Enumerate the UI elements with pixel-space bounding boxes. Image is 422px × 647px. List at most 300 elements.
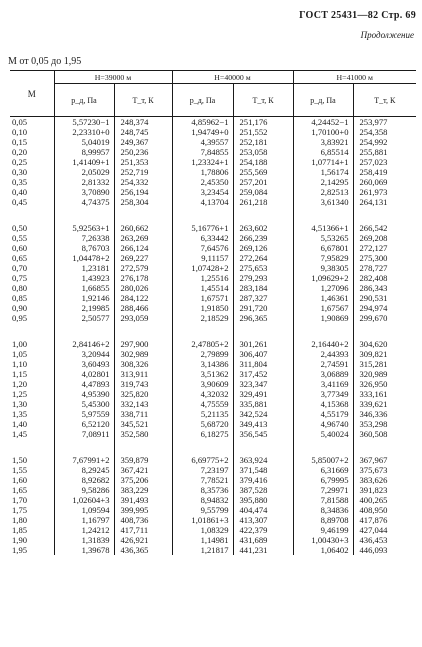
pressure-cell: 8,99957 [54, 147, 114, 157]
temperature-cell: 266,124 [114, 243, 172, 253]
temperature-cell: 272,264 [233, 253, 293, 263]
pressure-cell: 7,67991+2 [54, 449, 114, 465]
pressure-cell: 1,14981 [172, 535, 233, 545]
temperature-cell: 441,231 [233, 545, 293, 555]
mach-cell: 1,95 [12, 545, 28, 555]
pressure-cell: 8,89708 [293, 515, 353, 525]
pressure-cell: 1,46361 [293, 293, 353, 303]
pressure-cell: 3,51362 [172, 369, 233, 379]
temperature-cell: 325,820 [114, 389, 172, 399]
temperature-cell: 249,367 [114, 137, 172, 147]
pressure-cell: 4,13704 [172, 197, 233, 217]
table-row [10, 137, 416, 147]
table-row [10, 369, 416, 379]
pressure-cell: 6,33442 [172, 233, 233, 243]
pressure-cell: 2,81332 [54, 177, 114, 187]
pressure-cell: 9,38305 [293, 263, 353, 273]
temperature-cell: 306,407 [233, 349, 293, 359]
pressure-cell: 1,45514 [172, 283, 233, 293]
temperature-cell: 256,194 [114, 187, 172, 197]
temperature-cell: 335,881 [233, 399, 293, 409]
pressure-cell: 2,84146+2 [54, 333, 114, 349]
pressure-cell: 2,19985 [54, 303, 114, 313]
mach-cell: 0,25 [12, 157, 28, 167]
pressure-cell: 5,57230−1 [54, 117, 114, 128]
pressure-cell: 2,79899 [172, 349, 233, 359]
temperature-cell: 280,026 [114, 283, 172, 293]
temperature-cell: 283,184 [233, 283, 293, 293]
pressure-cell: 4,96740 [293, 419, 353, 429]
mach-cell: 0,50 [12, 223, 28, 233]
pressure-cell: 1,39678 [54, 545, 114, 555]
temperature-cell: 353,298 [353, 419, 416, 429]
pressure-cell: 1,16797 [54, 515, 114, 525]
table-row [10, 359, 416, 369]
temperature-cell: 254,188 [233, 157, 293, 167]
pressure-cell: 1,07714+1 [293, 157, 353, 167]
temperature-cell: 296,365 [233, 313, 293, 333]
temperature-cell: 436,453 [353, 535, 416, 545]
pressure-cell: 2,50577 [54, 313, 114, 333]
temperature-cell: 311,804 [233, 359, 293, 369]
pressure-cell: 1,04478+2 [54, 253, 114, 263]
mach-cell: 1,10 [12, 359, 28, 369]
pressure-cell: 4,47893 [54, 379, 114, 389]
temperature-cell: 399,995 [114, 505, 172, 515]
mach-cell: 1,85 [12, 525, 28, 535]
pressure-cell: 8,29245 [54, 465, 114, 475]
temperature-cell: 291,720 [233, 303, 293, 313]
mach-cell: 1,35 [12, 409, 28, 419]
pressure-cell: 4,75559 [172, 399, 233, 409]
table-row [10, 303, 416, 313]
pressure-cell: 1,09629+2 [293, 273, 353, 283]
temperature-cell: 413,307 [233, 515, 293, 525]
temperature-cell: 263,602 [233, 217, 293, 233]
table-row [10, 349, 416, 359]
temperature-cell: 261,973 [353, 187, 416, 197]
pressure-cell: 6,69775+2 [172, 449, 233, 465]
temperature-cell: 395,880 [233, 495, 293, 505]
pressure-cell: 1,67567 [293, 303, 353, 313]
temperature-cell: 317,452 [233, 369, 293, 379]
pressure-cell: 7,08911 [54, 429, 114, 449]
table-row [10, 515, 416, 525]
pressure-cell: 2,18529 [172, 313, 233, 333]
temperature-cell: 248,745 [114, 127, 172, 137]
table-row [10, 449, 416, 465]
pressure-cell: 2,82513 [293, 187, 353, 197]
mach-cell: 0,95 [12, 313, 28, 323]
mach-cell: 0,15 [12, 137, 28, 147]
pressure-cell: 5,97559 [54, 409, 114, 419]
table-row [10, 167, 416, 177]
table-row [10, 243, 416, 253]
pressure-cell: 1,78806 [172, 167, 233, 177]
temperature-cell: 326,950 [353, 379, 416, 389]
pressure-cell: 7,95829 [293, 253, 353, 263]
pressure-cell: 4,95390 [54, 389, 114, 399]
temperature-cell: 371,548 [233, 465, 293, 475]
pressure-cell: 1,06402 [293, 545, 353, 555]
temperature-cell: 286,343 [353, 283, 416, 293]
pressure-cell: 3,41169 [293, 379, 353, 389]
pressure-cell: 1,27096 [293, 283, 353, 293]
temperature-cell: 352,580 [114, 429, 172, 449]
pressure-cell: 1,02604+3 [54, 495, 114, 505]
mach-cell: 1,45 [12, 429, 28, 439]
pressure-cell: 3,83921 [293, 137, 353, 147]
pressure-cell: 9,11157 [172, 253, 233, 263]
pressure-cell: 6,79995 [293, 475, 353, 485]
temperature-cell: 255,569 [233, 167, 293, 177]
pressure-cell: 2,14295 [293, 177, 353, 187]
temperature-cell: 379,416 [233, 475, 293, 485]
pressure-cell: 3,20944 [54, 349, 114, 359]
temperature-cell: 248,374 [114, 117, 172, 128]
pressure-column-header: p_д, Па [172, 84, 233, 117]
mach-cell: 0,55 [12, 233, 28, 243]
mach-cell: 1,50 [12, 455, 28, 465]
mach-cell: 1,75 [12, 505, 28, 515]
pressure-cell: 6,67801 [293, 243, 353, 253]
pressure-cell: 1,66855 [54, 283, 114, 293]
table-row [10, 389, 416, 399]
pressure-cell: 4,24452−1 [293, 117, 353, 128]
temperature-cell: 346,336 [353, 409, 416, 419]
pressure-cell: 2,47805+2 [172, 333, 233, 349]
table-row [10, 217, 416, 233]
mach-cell: 1,40 [12, 419, 28, 429]
temperature-cell: 301,261 [233, 333, 293, 349]
pressure-cell: 3,14386 [172, 359, 233, 369]
temperature-cell: 255,881 [353, 147, 416, 157]
pressure-cell: 1,08329 [172, 525, 233, 535]
temperature-cell: 304,620 [353, 333, 416, 349]
mach-cell: 0,10 [12, 127, 28, 137]
temperature-cell: 408,736 [114, 515, 172, 525]
pressure-cell: 1,31839 [54, 535, 114, 545]
temperature-cell: 383,626 [353, 475, 416, 485]
temperature-cell: 252,181 [233, 137, 293, 147]
temperature-cell: 293,059 [114, 313, 172, 333]
table-row [10, 495, 416, 505]
pressure-cell: 5,21135 [172, 409, 233, 419]
temperature-cell: 363,924 [233, 449, 293, 465]
temperature-column-header: T_т, К [233, 84, 293, 117]
temperature-cell: 282,408 [353, 273, 416, 283]
temperature-cell: 375,206 [114, 475, 172, 485]
temperature-cell: 391,823 [353, 485, 416, 495]
pressure-cell: 1,43923 [54, 273, 114, 283]
pressure-cell: 7,64576 [172, 243, 233, 253]
temperature-cell: 315,281 [353, 359, 416, 369]
pressure-cell: 1,70100+0 [293, 127, 353, 137]
temperature-cell: 251,552 [233, 127, 293, 137]
pressure-cell: 2,23310+0 [54, 127, 114, 137]
temperature-cell: 332,143 [114, 399, 172, 409]
temperature-cell: 264,131 [353, 197, 416, 217]
table-row [10, 263, 416, 273]
pressure-cell: 6,18275 [172, 429, 233, 449]
temperature-cell: 323,347 [233, 379, 293, 389]
mach-cell: 1,25 [12, 389, 28, 399]
temperature-column-header: T_т, К [353, 84, 416, 117]
temperature-cell: 319,743 [114, 379, 172, 389]
temperature-cell: 275,300 [353, 253, 416, 263]
pressure-cell: 5,04019 [54, 137, 114, 147]
temperature-cell: 342,524 [233, 409, 293, 419]
pressure-cell: 3,61340 [293, 197, 353, 217]
pressure-column-header: p_д, Па [293, 84, 353, 117]
temperature-cell: 356,545 [233, 429, 293, 449]
temperature-cell: 383,229 [114, 485, 172, 495]
table-row [10, 485, 416, 495]
temperature-cell: 260,662 [114, 217, 172, 233]
mach-cell: 0,65 [12, 253, 28, 263]
pressure-cell: 4,55179 [293, 409, 353, 419]
standard-number: ГОСТ 25431—82 [299, 10, 379, 21]
temperature-cell: 275,653 [233, 263, 293, 273]
mach-cell: 0,30 [12, 167, 28, 177]
table-row [10, 545, 416, 555]
table-row [10, 187, 416, 197]
atmosphere-table [10, 70, 416, 555]
pressure-cell: 8,94832 [172, 495, 233, 505]
pressure-cell: 5,92563+1 [54, 217, 114, 233]
table-body [10, 117, 416, 556]
temperature-cell: 387,528 [233, 485, 293, 495]
temperature-cell: 431,689 [233, 535, 293, 545]
pressure-cell: 1,21817 [172, 545, 233, 555]
pressure-cell: 8,35736 [172, 485, 233, 495]
pressure-cell: 1,00430+3 [293, 535, 353, 545]
temperature-cell: 252,719 [114, 167, 172, 177]
temperature-cell: 360,508 [353, 429, 416, 449]
mach-cell: 0,20 [12, 147, 28, 157]
table-row [10, 253, 416, 263]
page-header [299, 10, 416, 21]
pressure-cell: 4,15368 [293, 399, 353, 409]
pressure-cell: 1,07428+2 [172, 263, 233, 273]
temperature-cell: 408,950 [353, 505, 416, 515]
temperature-cell: 367,421 [114, 465, 172, 475]
mach-range-caption: M от 0,05 до 1,95 [8, 56, 82, 67]
temperature-cell: 266,542 [353, 217, 416, 233]
pressure-cell: 9,55799 [172, 505, 233, 515]
pressure-cell: 2,74591 [293, 359, 353, 369]
pressure-cell: 4,51366+1 [293, 217, 353, 233]
pressure-cell: 3,06889 [293, 369, 353, 379]
pressure-cell: 2,05029 [54, 167, 114, 177]
table-row [10, 475, 416, 485]
table-row [10, 399, 416, 409]
pressure-cell: 5,68720 [172, 419, 233, 429]
temperature-cell: 329,491 [233, 389, 293, 399]
table-row [10, 333, 416, 349]
temperature-cell: 251,176 [233, 117, 293, 128]
temperature-cell: 266,239 [233, 233, 293, 243]
temperature-cell: 349,413 [233, 419, 293, 429]
pressure-cell: 8,92682 [54, 475, 114, 485]
mach-column-header: M [10, 71, 54, 117]
pressure-cell: 5,45300 [54, 399, 114, 409]
table-row [10, 197, 416, 217]
mach-cell: 0,75 [12, 273, 28, 283]
mach-cell: 1,65 [12, 485, 28, 495]
pressure-cell: 3,70890 [54, 187, 114, 197]
pressure-cell: 5,16776+1 [172, 217, 233, 233]
table-row [10, 157, 416, 167]
temperature-cell: 272,127 [353, 243, 416, 253]
temperature-cell: 426,921 [114, 535, 172, 545]
temperature-cell: 339,621 [353, 399, 416, 409]
pressure-cell: 1,56174 [293, 167, 353, 177]
pressure-cell: 3,90609 [172, 379, 233, 389]
pressure-cell: 2,45350 [172, 177, 233, 187]
pressure-cell: 4,02801 [54, 369, 114, 379]
pressure-cell: 3,60493 [54, 359, 114, 369]
temperature-cell: 288,466 [114, 303, 172, 313]
temperature-cell: 375,673 [353, 465, 416, 475]
temperature-cell: 279,293 [233, 273, 293, 283]
pressure-cell: 6,52120 [54, 419, 114, 429]
altitude-header-39000: H=39000 м [54, 71, 172, 84]
mach-cell: 1,70 [12, 495, 28, 505]
pressure-cell: 7,78521 [172, 475, 233, 485]
pressure-cell: 3,23454 [172, 187, 233, 197]
mach-cell: 0,70 [12, 263, 28, 273]
temperature-cell: 417,876 [353, 515, 416, 525]
temperature-cell: 253,058 [233, 147, 293, 157]
pressure-cell: 7,84855 [172, 147, 233, 157]
temperature-cell: 258,304 [114, 197, 172, 217]
mach-cell: 0,85 [12, 293, 28, 303]
mach-cell: 0,05 [12, 117, 28, 127]
pressure-cell: 4,74375 [54, 197, 114, 217]
pressure-cell: 8,34836 [293, 505, 353, 515]
temperature-cell: 338,711 [114, 409, 172, 419]
pressure-cell: 6,31669 [293, 465, 353, 475]
temperature-cell: 297,900 [114, 333, 172, 349]
mach-cell: 1,20 [12, 379, 28, 389]
temperature-cell: 427,044 [353, 525, 416, 535]
pressure-cell: 2,44393 [293, 349, 353, 359]
table-row [10, 419, 416, 429]
temperature-column-header: T_т, К [114, 84, 172, 117]
pressure-cell: 7,26338 [54, 233, 114, 243]
pressure-cell: 7,29971 [293, 485, 353, 495]
pressure-cell: 1,92146 [54, 293, 114, 303]
temperature-cell: 367,967 [353, 449, 416, 465]
pressure-cell: 5,40024 [293, 429, 353, 449]
temperature-cell: 278,727 [353, 263, 416, 273]
table-row [10, 177, 416, 187]
temperature-cell: 417,711 [114, 525, 172, 535]
temperature-cell: 313,911 [114, 369, 172, 379]
mach-cell: 1,30 [12, 399, 28, 409]
temperature-cell: 263,269 [114, 233, 172, 243]
temperature-cell: 308,326 [114, 359, 172, 369]
temperature-cell: 400,265 [353, 495, 416, 505]
temperature-cell: 259,084 [233, 187, 293, 197]
mach-cell: 0,45 [12, 197, 28, 207]
mach-cell: 1,90 [12, 535, 28, 545]
mach-cell: 0,35 [12, 177, 28, 187]
temperature-cell: 269,208 [353, 233, 416, 243]
mach-cell: 0,80 [12, 283, 28, 293]
pressure-cell: 4,39557 [172, 137, 233, 147]
pressure-cell: 1,91850 [172, 303, 233, 313]
continued-label: Продолжение [360, 30, 414, 40]
table-row [10, 525, 416, 535]
temperature-cell: 422,379 [233, 525, 293, 535]
pressure-cell: 4,32032 [172, 389, 233, 399]
table-row [10, 465, 416, 475]
temperature-cell: 320,989 [353, 369, 416, 379]
pressure-cell: 1,25516 [172, 273, 233, 283]
pressure-cell: 7,23197 [172, 465, 233, 475]
pressure-cell: 2,16440+2 [293, 333, 353, 349]
temperature-cell: 446,093 [353, 545, 416, 555]
table-row [10, 117, 416, 128]
mach-cell: 1,15 [12, 369, 28, 379]
pressure-cell: 5,53265 [293, 233, 353, 243]
mach-cell: 1,60 [12, 475, 28, 485]
temperature-cell: 269,227 [114, 253, 172, 263]
table-row [10, 313, 416, 333]
temperature-cell: 257,023 [353, 157, 416, 167]
pressure-cell: 1,01861+3 [172, 515, 233, 525]
pressure-cell: 7,81588 [293, 495, 353, 505]
altitude-header-40000: H=40000 м [172, 71, 293, 84]
temperature-cell: 257,201 [233, 177, 293, 187]
pressure-cell: 4,85962−1 [172, 117, 233, 128]
temperature-cell: 251,353 [114, 157, 172, 167]
table-row [10, 505, 416, 515]
temperature-cell: 290,531 [353, 293, 416, 303]
pressure-cell: 8,76703 [54, 243, 114, 253]
pressure-cell: 9,58286 [54, 485, 114, 495]
table-row [10, 293, 416, 303]
temperature-cell: 272,579 [114, 263, 172, 273]
table-row [10, 127, 416, 137]
pressure-cell: 1,94749+0 [172, 127, 233, 137]
table-row [10, 429, 416, 449]
temperature-cell: 260,069 [353, 177, 416, 187]
temperature-cell: 261,218 [233, 197, 293, 217]
temperature-cell: 302,989 [114, 349, 172, 359]
temperature-cell: 404,474 [233, 505, 293, 515]
mach-cell: 0,60 [12, 243, 28, 253]
temperature-cell: 436,365 [114, 545, 172, 555]
temperature-cell: 254,358 [353, 127, 416, 137]
mach-cell: 0,40 [12, 187, 28, 197]
pressure-cell: 1,41409+1 [54, 157, 114, 167]
temperature-cell: 309,821 [353, 349, 416, 359]
page-number: Стр. 69 [381, 10, 416, 21]
pressure-column-header: p_д, Па [54, 84, 114, 117]
temperature-cell: 269,126 [233, 243, 293, 253]
pressure-cell: 6,85514 [293, 147, 353, 157]
mach-cell: 1,55 [12, 465, 28, 475]
temperature-cell: 254,992 [353, 137, 416, 147]
pressure-cell: 1,67571 [172, 293, 233, 303]
table-row [10, 233, 416, 243]
temperature-cell: 333,161 [353, 389, 416, 399]
temperature-cell: 359,879 [114, 449, 172, 465]
temperature-cell: 258,419 [353, 167, 416, 177]
